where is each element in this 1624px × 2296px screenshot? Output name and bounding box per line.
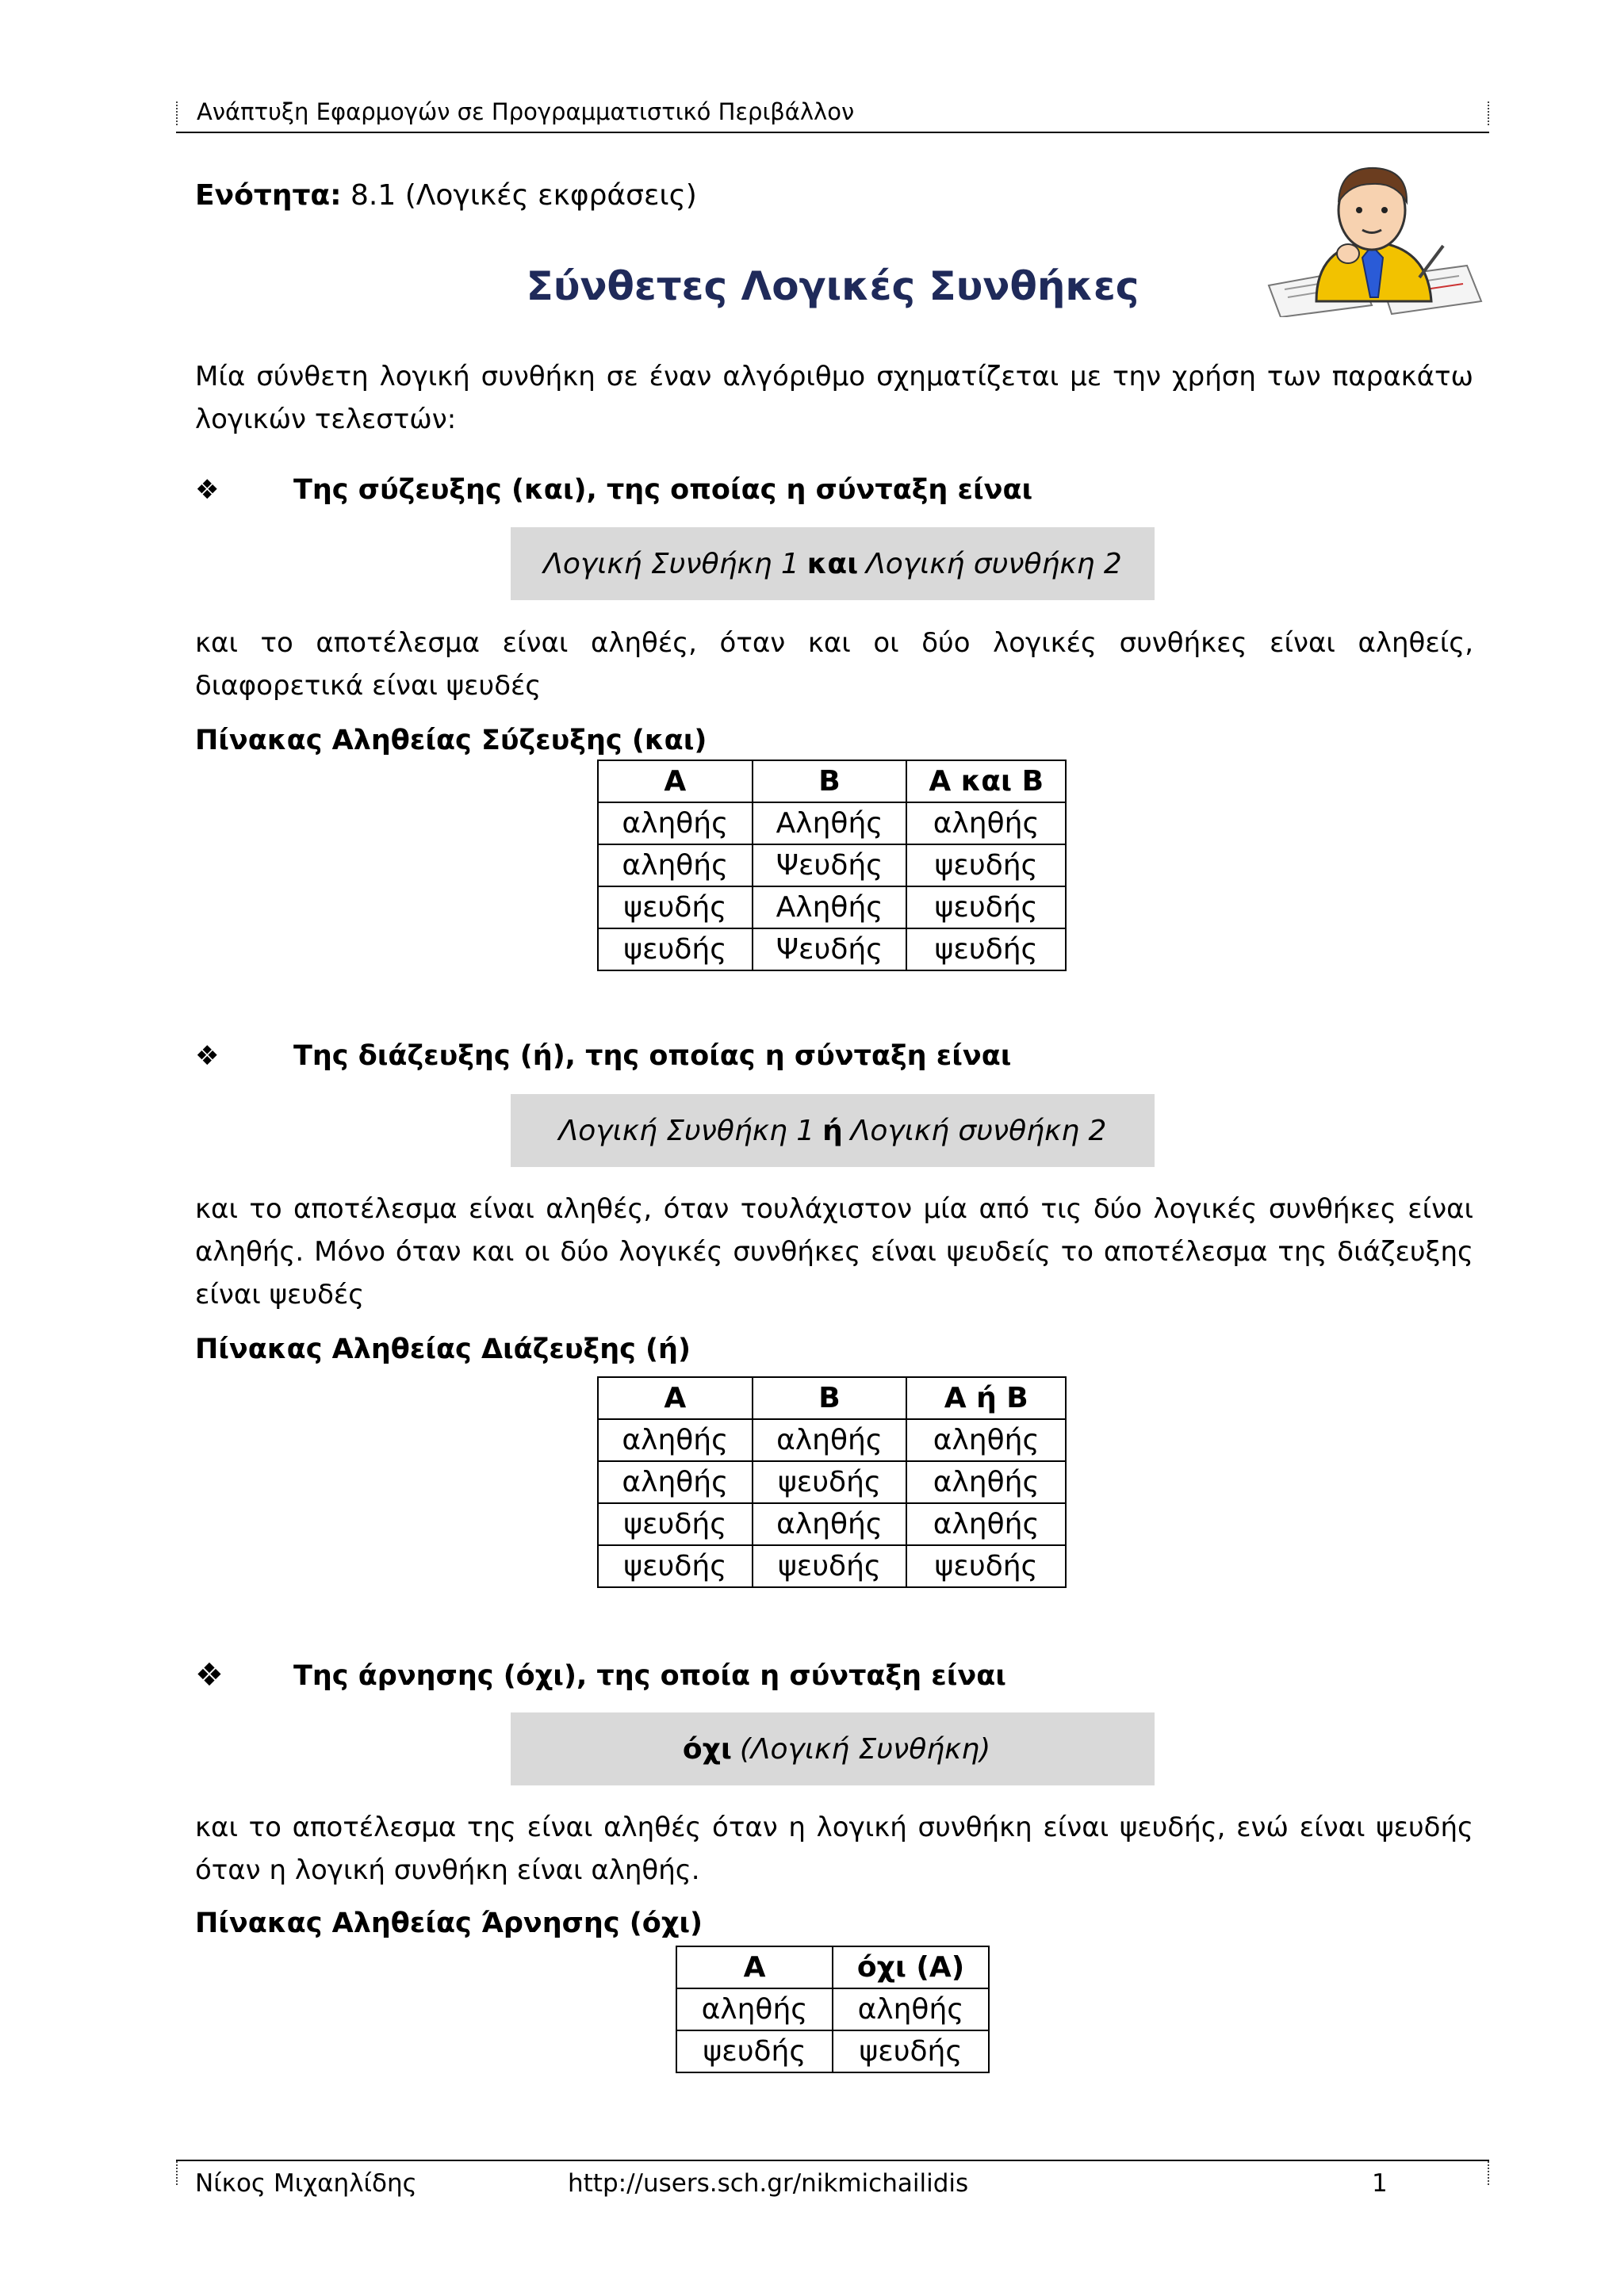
intro-paragraph: Μία σύνθετη λογική συνθήκη σε έναν αλγόριθμο σχηματίζεται με την χρήση των παρακάτω λογικών τελεστών: (195, 361, 1473, 435)
table-cell: Αληθής (753, 802, 907, 844)
table-cell: Ψευδής (753, 928, 907, 970)
table-cell: ψευδής (906, 886, 1066, 928)
or-table-caption: Πίνακας Αληθείας Διάζευξης (ή) (195, 1334, 691, 1365)
table-cell: ψευδής (906, 928, 1066, 970)
and-description: και το αποτέλεσμα είναι αληθές, όταν και οι δύο λογικές συνθήκες είναι αληθείς, διαφορετικά είναι ψευδές (195, 627, 1473, 702)
table-cell: ψευδής (676, 2030, 833, 2072)
header-right-tick (1488, 101, 1489, 125)
column-header: A ή B (906, 1377, 1066, 1419)
or-syntax-box (511, 1094, 1155, 1167)
page-number: 1 (1372, 2169, 1388, 2198)
table-cell: αληθής (833, 1988, 989, 2030)
table-cell: αληθής (906, 1503, 1066, 1545)
table-cell: αληθής (676, 1988, 833, 2030)
table-cell: αληθής (753, 1503, 907, 1545)
running-header: Ανάπτυξη Εφαρμογών σε Προγραμματιστικό Περιβάλλον (197, 98, 855, 125)
header-left-tick (176, 101, 178, 125)
and-table-caption: Πίνακας Αληθείας Σύζευξης (και) (195, 725, 707, 756)
table-cell: ψευδής (598, 1545, 753, 1587)
table-cell: αληθής (598, 802, 753, 844)
table-row (598, 844, 1066, 886)
section-line (195, 179, 697, 212)
and-syntax-box (511, 527, 1155, 600)
table-cell: αληθής (598, 844, 753, 886)
or-truth-table (597, 1376, 1067, 1588)
footer-author: Νίκος Μιχαηλίδης (195, 2169, 417, 2198)
and-syntax-operator: και (806, 547, 859, 580)
or-syntax-right: Λογική συνθήκη 2 (850, 1114, 1107, 1147)
table-cell: ψευδής (906, 844, 1066, 886)
table-header-row (598, 760, 1066, 802)
section-label: Ενότητα: (195, 179, 342, 212)
table-cell: ψευδής (598, 886, 753, 928)
or-heading: Της διάζευξης (ή), της οποίας η σύνταξη είναι (293, 1040, 1012, 1072)
column-header: B (753, 760, 907, 802)
column-header: A (676, 1946, 833, 1988)
table-row (676, 2030, 989, 2072)
table-row (676, 1988, 989, 2030)
table-cell: αληθής (906, 802, 1066, 844)
table-cell: ψευδής (906, 1545, 1066, 1587)
table-cell: αληθής (906, 1461, 1066, 1503)
bullet-not: ❖ (195, 1657, 224, 1693)
table-row (598, 928, 1066, 970)
footer-url-link[interactable]: http://users.sch.gr/nikmichailidis (568, 2169, 969, 2198)
table-cell: αληθής (598, 1461, 753, 1503)
not-syntax-box (511, 1712, 1155, 1785)
table-cell: ψευδής (753, 1545, 907, 1587)
header-rule (176, 132, 1489, 133)
table-cell: αληθής (906, 1419, 1066, 1461)
column-header: A (598, 1377, 753, 1419)
bullet-or: ❖ (195, 1040, 220, 1072)
table-row (598, 1545, 1066, 1587)
table-row (598, 1419, 1066, 1461)
table-cell: ψευδής (833, 2030, 989, 2072)
footer-right-tick (1488, 2161, 1489, 2185)
not-truth-table (676, 1946, 990, 2073)
table-header-row (676, 1946, 989, 1988)
and-heading: Της σύζευξης (και), της οποίας η σύνταξη είναι (293, 474, 1033, 506)
table-row (598, 802, 1066, 844)
or-description: και το αποτέλεσμα είναι αληθές, όταν τουλάχιστον μία από τις δύο λογικές συνθήκες είναι αληθής. Μόνο όταν και οι δύο λογικές συνθήκες είναι ψευδείς το αποτέλεσμα της διάζευξης είναι ψευδές (195, 1193, 1473, 1311)
table-row (598, 1461, 1066, 1503)
column-header: A (598, 760, 753, 802)
or-syntax-operator: ή (822, 1114, 843, 1147)
table-cell: Ψευδής (753, 844, 907, 886)
table-cell: αληθής (598, 1419, 753, 1461)
or-syntax-left: Λογική Συνθήκη 1 (558, 1114, 815, 1147)
table-cell: ψευδής (753, 1461, 907, 1503)
and-truth-table (597, 760, 1067, 971)
column-header: A και B (906, 760, 1066, 802)
table-cell: Αληθής (753, 886, 907, 928)
table-cell: ψευδής (598, 1503, 753, 1545)
column-header: B (753, 1377, 907, 1419)
section-value: 8.1 (Λογικές εκφράσεις) (350, 179, 697, 212)
footer-left-tick (176, 2161, 178, 2185)
not-syntax-condition: (Λογική Συνθήκη) (739, 1732, 991, 1766)
table-cell: ψευδής (598, 928, 753, 970)
footer-rule (176, 2160, 1489, 2161)
not-table-caption: Πίνακας Αληθείας Άρνησης (όχι) (195, 1908, 703, 1939)
page-title: Σύνθετες Λογικές Συνθήκες (526, 263, 1139, 309)
column-header: όχι (A) (833, 1946, 989, 1988)
table-cell: αληθής (753, 1419, 907, 1461)
and-syntax-right: Λογική συνθήκη 2 (866, 547, 1122, 580)
table-row (598, 886, 1066, 928)
bullet-and: ❖ (195, 474, 220, 506)
not-heading: Της άρνησης (όχι), της οποία η σύνταξη είναι (293, 1660, 1006, 1692)
table-row (598, 1503, 1066, 1545)
not-description: και το αποτέλεσμα της είναι αληθές όταν η λογική συνθήκη είναι ψευδής, ενώ είναι ψευδής όταν η λογική συνθήκη είναι αληθής. (195, 1812, 1473, 1886)
and-syntax-left: Λογική Συνθήκη 1 (543, 547, 799, 580)
not-syntax-operator: όχι (682, 1732, 732, 1766)
table-header-row (598, 1377, 1066, 1419)
